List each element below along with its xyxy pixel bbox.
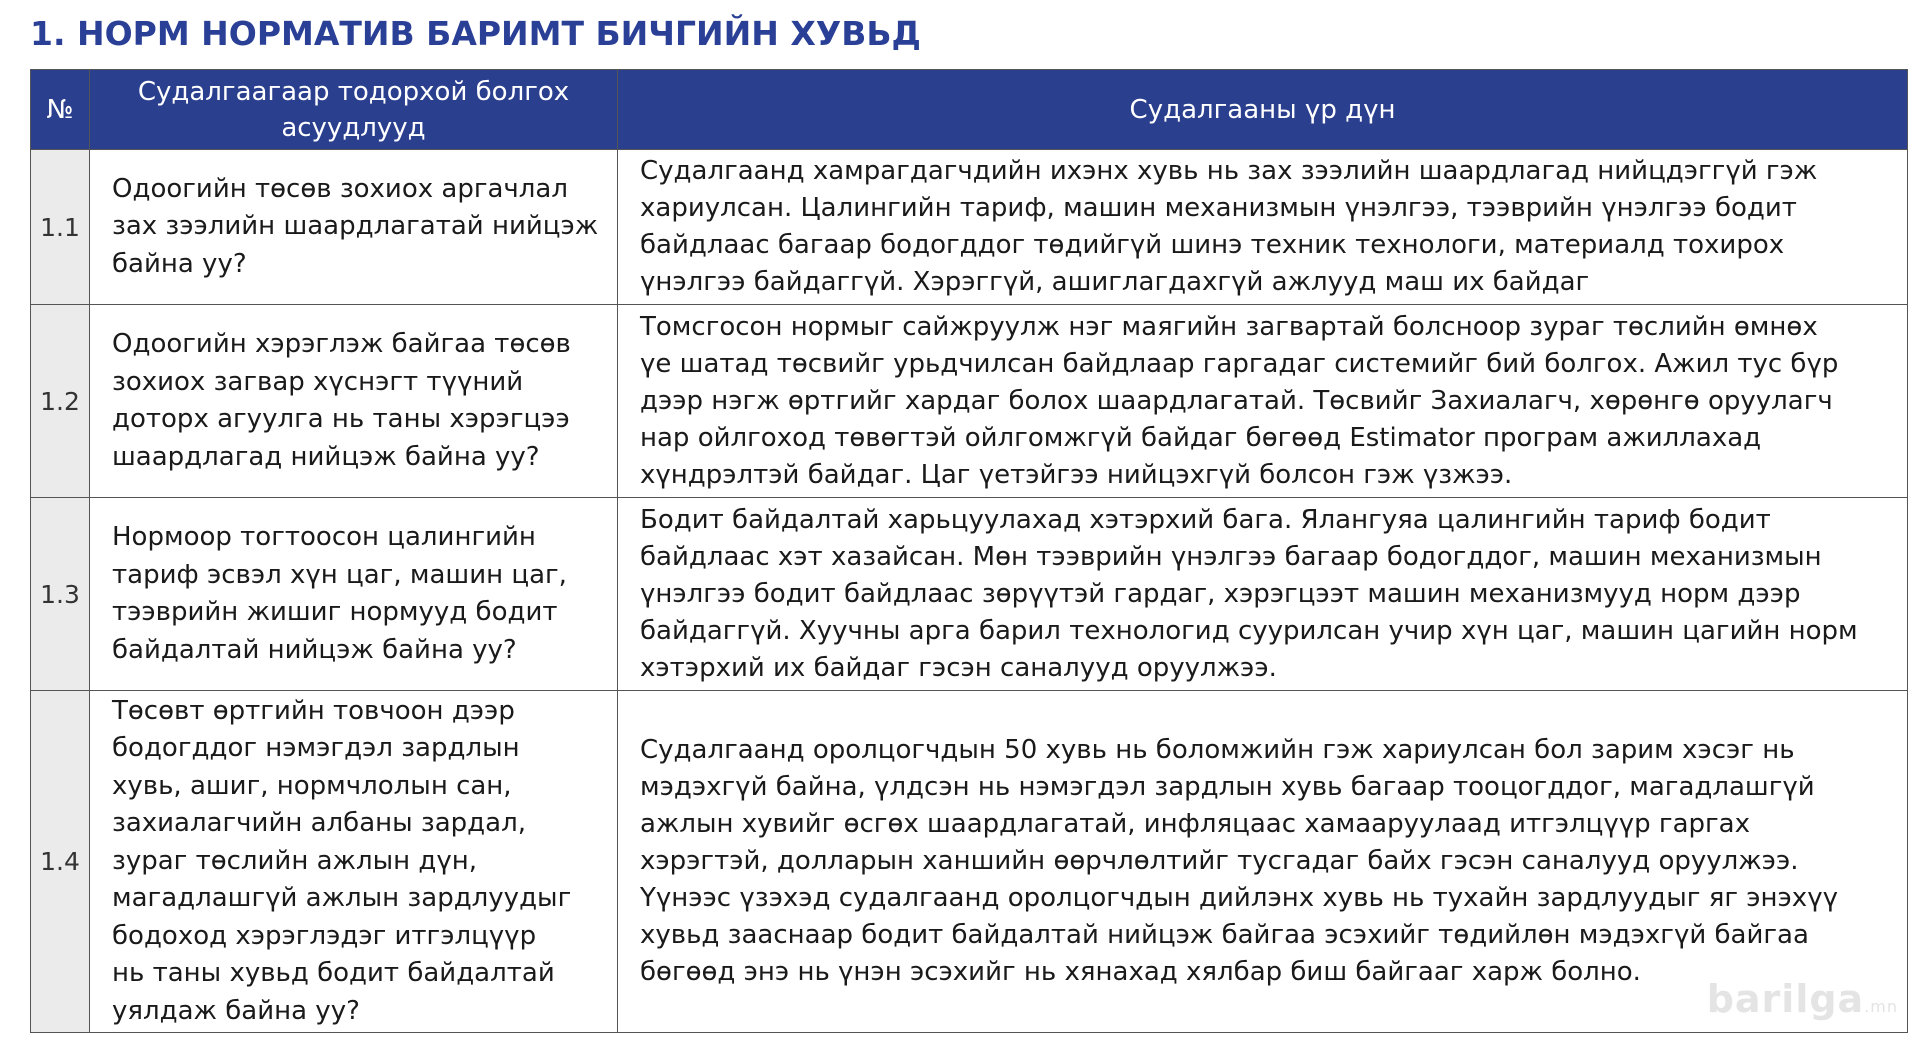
table-row [31,150,1908,305]
table-row [31,498,1908,691]
row-result [618,305,1908,498]
table-header-row [31,70,1908,150]
row-question-text: Нормоор тогтоосон цалингийн тариф эсвэл хүн цаг, машин цаг, тээврийн жишиг нормууд бодит байдалтай нийцэж байна уу? [112,522,567,665]
table-row [31,691,1908,1033]
watermark-suffix: .mn [1864,997,1898,1016]
row-question-text: Одоогийн төсөв зохиох аргачлал зах зээлийн шаардлагатай нийцэж байна уу? [112,173,599,279]
row-result-text: Судалгаанд хамрагдагчдийн ихэнх хувь нь зах зээлийн шаардлагад нийцдэггүй гэж хариулсан. Цалингийн тариф, машин механизмын үнэлгээ, тээврийн үнэлгээ бодит байдлаас багаар бодогддог төдийгүй шинэ техник технологи, материалд тохирох үнэлгээ байдаггүй. Хэрэггүй, ашиглагдахгүй ажлууд маш их байдаг [640,156,1818,297]
header-result: Судалгааны үр дүн [618,70,1908,150]
row-result [618,498,1908,691]
row-number: 1.2 [31,305,90,498]
row-question [90,305,618,498]
row-question [90,691,618,1033]
row-number: 1.3 [31,498,90,691]
header-num: № [31,70,90,150]
row-question-text: Одоогийн хэрэглэж байгаа төсөв зохиох загвар хүснэгт түүний доторх агуулга нь таны хэрэгцээ шаардлагад нийцэж байна уу? [112,329,571,472]
findings-table [30,69,1908,1033]
row-question [90,498,618,691]
header-question: Судалгаагаар тодорхой болгох асуудлууд [90,70,618,150]
row-number: 1.4 [31,691,90,1033]
row-result [618,150,1908,305]
row-result-text: Томсгосон нормыг сайжруулж нэг маягийн загвартай болсноор зураг төслийн өмнөх үе шатад төсвийг урьдчилсан байдлаар гаргадаг системийг бий болгох. Ажил тус бүр дээр нэгж өртгийг хардаг болох шаардлагатай. Төсвийг Захиалагч, хөрөнгө оруулагч нар ойлгоход төвөгтэй ойлгомжгүй байдаг бөгөөд Estimator програм ажиллахад хүндрэлтэй байдаг. Цаг үетэйгээ нийцэхгүй болсон гэж үзжээ. [640,311,1839,490]
row-question [90,150,618,305]
page-title: 1. НОРМ НОРМАТИВ БАРИМТ БИЧГИЙН ХУВЬД [30,14,921,53]
row-result-text: Бодит байдалтай харьцуулахад хэтэрхий бага. Ялангуяа цалингийн тариф бодит байдлаас хэт хазайсан. Мөн тээврийн үнэлгээ багаар бодогддог, машин механизмын үнэлгээ бодит байдлаас зөрүүтэй гардаг, хэрэгцээт машин механизмууд норм дээр байдаггүй. Хуучны арга барил технологид суурилсан учир хүн цаг, машин цагийн норм хэтэрхий их байдаг гэсэн саналууд оруулжээ. [640,504,1858,683]
watermark-logo [1707,977,1898,1021]
row-result-text: Судалгаанд оролцогчдын 50 хувь нь боломжийн гэж хариулсан бол зарим хэсэг нь мэдэхгүй байна, үлдсэн нь нэмэгдэл зардлын хувь багаар тооцогддог, магадлашгүй ажлын хувийг өсгөх шаардлагатай, инфляцаас хамааруулаад итгэлцүүр гаргах хэрэгтэй, долларын ханшийн өөрчлөлтийг тусгадаг байх гэсэн саналууд оруулжээ. Үүнээс үзэхэд судалгаанд оролцогчдын дийлэнх хувь нь тухайн зардлуудыг яг энэхүү хувьд зааснаар бодит байдалтай нийцэж байгаа эсэхийг төдийлөн мэдэхгүй байгаа бөгөөд энэ нь үнэн эсэхийг нь хянахад хялбар биш байгааг харж болно. [640,735,1838,987]
table-row [31,305,1908,498]
watermark-brand: barilga [1706,977,1865,1021]
row-question-text: Төсөвт өртгийн товчоон дээр бодогддог нэмэгдэл зардлын хувь, ашиг, нормчлолын сан, захиалагчийн албаны зардал, зураг төслийн ажлын дүн, магадлашгүй ажлын зардлуудыг бодоход хэрэглэдэг итгэлцүүр нь таны хувьд бодит байдалтай уялдаж байна уу? [112,695,572,1026]
row-number: 1.1 [31,150,90,305]
